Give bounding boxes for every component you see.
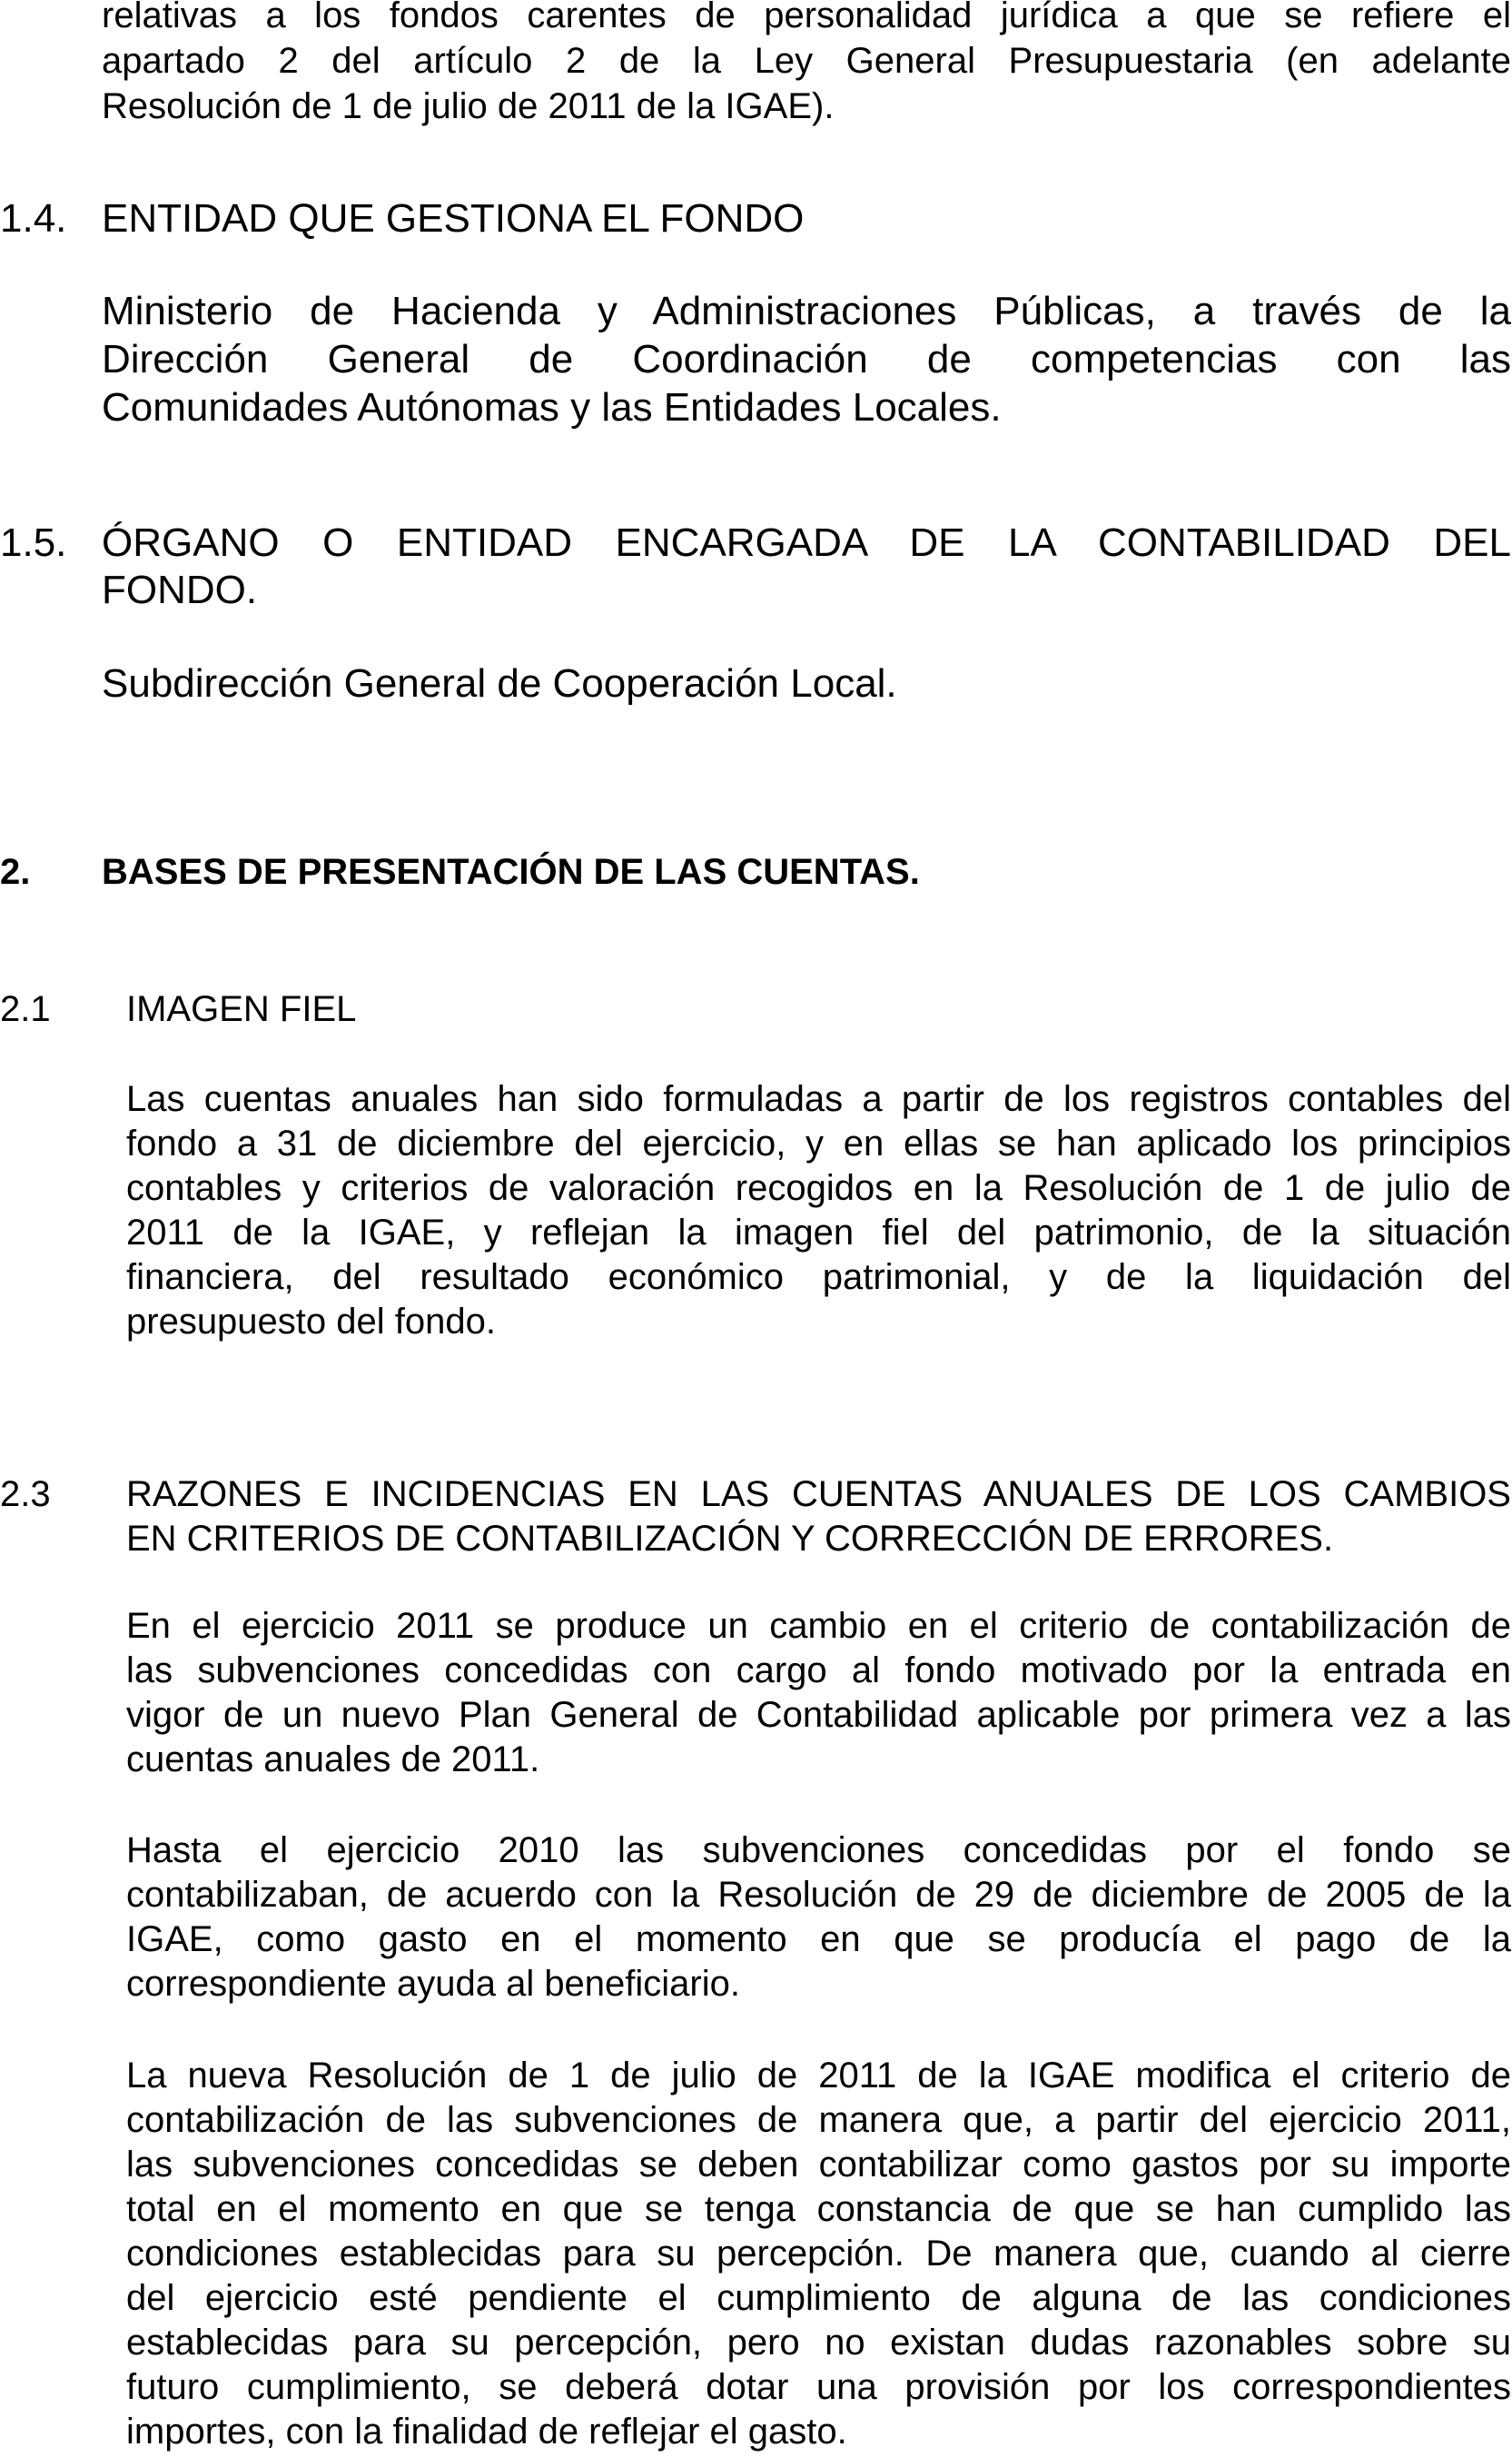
section-2-3-p3-line-8: futuro cumplimiento, se deberá dotar una provisión por los correspondientes [126,2367,1511,2407]
section-2-3-title-line-1: RAZONES E INCIDENCIAS EN LAS CUENTAS ANUALES DE LOS CAMBIOS [126,1474,1511,1514]
section-1-4-line-3: Comunidades Autónomas y las Entidades Locales. [102,385,1002,430]
section-2-1-line-1: Las cuentas anuales han sido formuladas a partir de los registros contables del [126,1079,1511,1119]
section-2-number: 2. [0,852,31,892]
section-2-3-p1-line-4: cuentas anuales de 2011. [126,1739,540,1779]
section-2-3-p3-line-5: condiciones establecidas para su percepción. De manera que, cuando al cierre [126,2234,1511,2274]
section-2-3-p3-line-2: contabilización de las subvenciones de manera que, a partir del ejercicio 2011, [126,2100,1511,2140]
section-2-3-p2-line-1: Hasta el ejercicio 2010 las subvenciones concedidas por el fondo se [126,1830,1511,1870]
section-1-4-line-2: Dirección General de Coordinación de competencias con las [102,337,1511,381]
section-2-3-p3-line-9: importes, con la finalidad de reflejar el gasto. [126,2412,847,2452]
section-2-title: BASES DE PRESENTACIÓN DE LAS CUENTAS. [102,852,920,892]
section-2-3-p3-line-6: del ejercicio esté pendiente el cumplimiento de alguna de las condiciones [126,2278,1511,2318]
top-paragraph-line-1: relativas a los fondos carentes de personalidad jurídica a que se refiere el [102,0,1511,35]
section-2-3-p3-line-4: total en el momento en que se tenga constancia de que se han cumplido las [126,2189,1511,2229]
section-2-3-p2-line-2: contabilizaban, de acuerdo con la Resolución de 29 de diciembre de 2005 de la [126,1875,1511,1915]
section-2-1-line-5: financiera, del resultado económico patrimonial, y de la liquidación del [126,1257,1511,1297]
section-2-3-number: 2.3 [0,1474,51,1514]
section-1-5-title-line-2: FONDO. [102,568,258,612]
section-2-3-title-line-2: EN CRITERIOS DE CONTABILIZACIÓN Y CORRECCIÓN DE ERRORES. [126,1519,1334,1559]
section-2-3-p3-line-3: las subvenciones concedidas se deben contabilizar como gastos por su importe [126,2145,1511,2185]
section-1-4-line-1: Ministerio de Hacienda y Administraciones Públicas, a través de la [102,289,1511,333]
section-1-5-body: Subdirección General de Cooperación Local. [102,661,897,706]
top-paragraph-line-3: Resolución de 1 de julio de 2011 de la IGAE). [102,86,835,126]
section-2-1-line-2: fondo a 31 de diciembre del ejercicio, y en ellas se han aplicado los principios [126,1124,1511,1164]
section-2-1-line-4: 2011 de la IGAE, y reflejan la imagen fiel del patrimonio, de la situación [126,1213,1511,1253]
section-2-3-p1-line-3: vigor de un nuevo Plan General de Contabilidad aplicable por primera vez a las [126,1695,1511,1735]
section-1-5-title-line-1: ÓRGANO O ENTIDAD ENCARGADA DE LA CONTABILIDAD DEL [102,520,1511,565]
section-2-3-p2-line-3: IGAE, como gasto en el momento en que se producía el pago de la [126,1919,1511,1959]
section-2-1-title: IMAGEN FIEL [126,989,357,1029]
section-2-3-p2-line-4: correspondiente ayuda al beneficiario. [126,1964,740,2004]
section-2-1-number: 2.1 [0,989,51,1029]
section-2-1-line-3: contables y criterios de valoración recogidos en la Resolución de 1 de julio de [126,1168,1511,1208]
section-2-3-p1-line-1: En el ejercicio 2011 se produce un cambio en el criterio de contabilización de [126,1606,1511,1646]
section-2-3-p3-line-7: establecidas para su percepción, pero no existan dudas razonables sobre su [126,2323,1511,2363]
section-1-5-number: 1.5. [0,520,67,565]
section-2-3-p3-line-1: La nueva Resolución de 1 de julio de 2011 de la IGAE modifica el criterio de [126,2056,1511,2095]
section-2-1-line-6: presupuesto del fondo. [126,1302,496,1342]
section-1-4-number: 1.4. [0,196,67,241]
section-1-4-title: ENTIDAD QUE GESTIONA EL FONDO [102,196,805,241]
section-2-3-p1-line-2: las subvenciones concedidas con cargo al fondo motivado por la entrada en [126,1650,1511,1690]
top-paragraph-line-2: apartado 2 del artículo 2 de la Ley General Presupuestaria (en adelante [102,41,1511,81]
